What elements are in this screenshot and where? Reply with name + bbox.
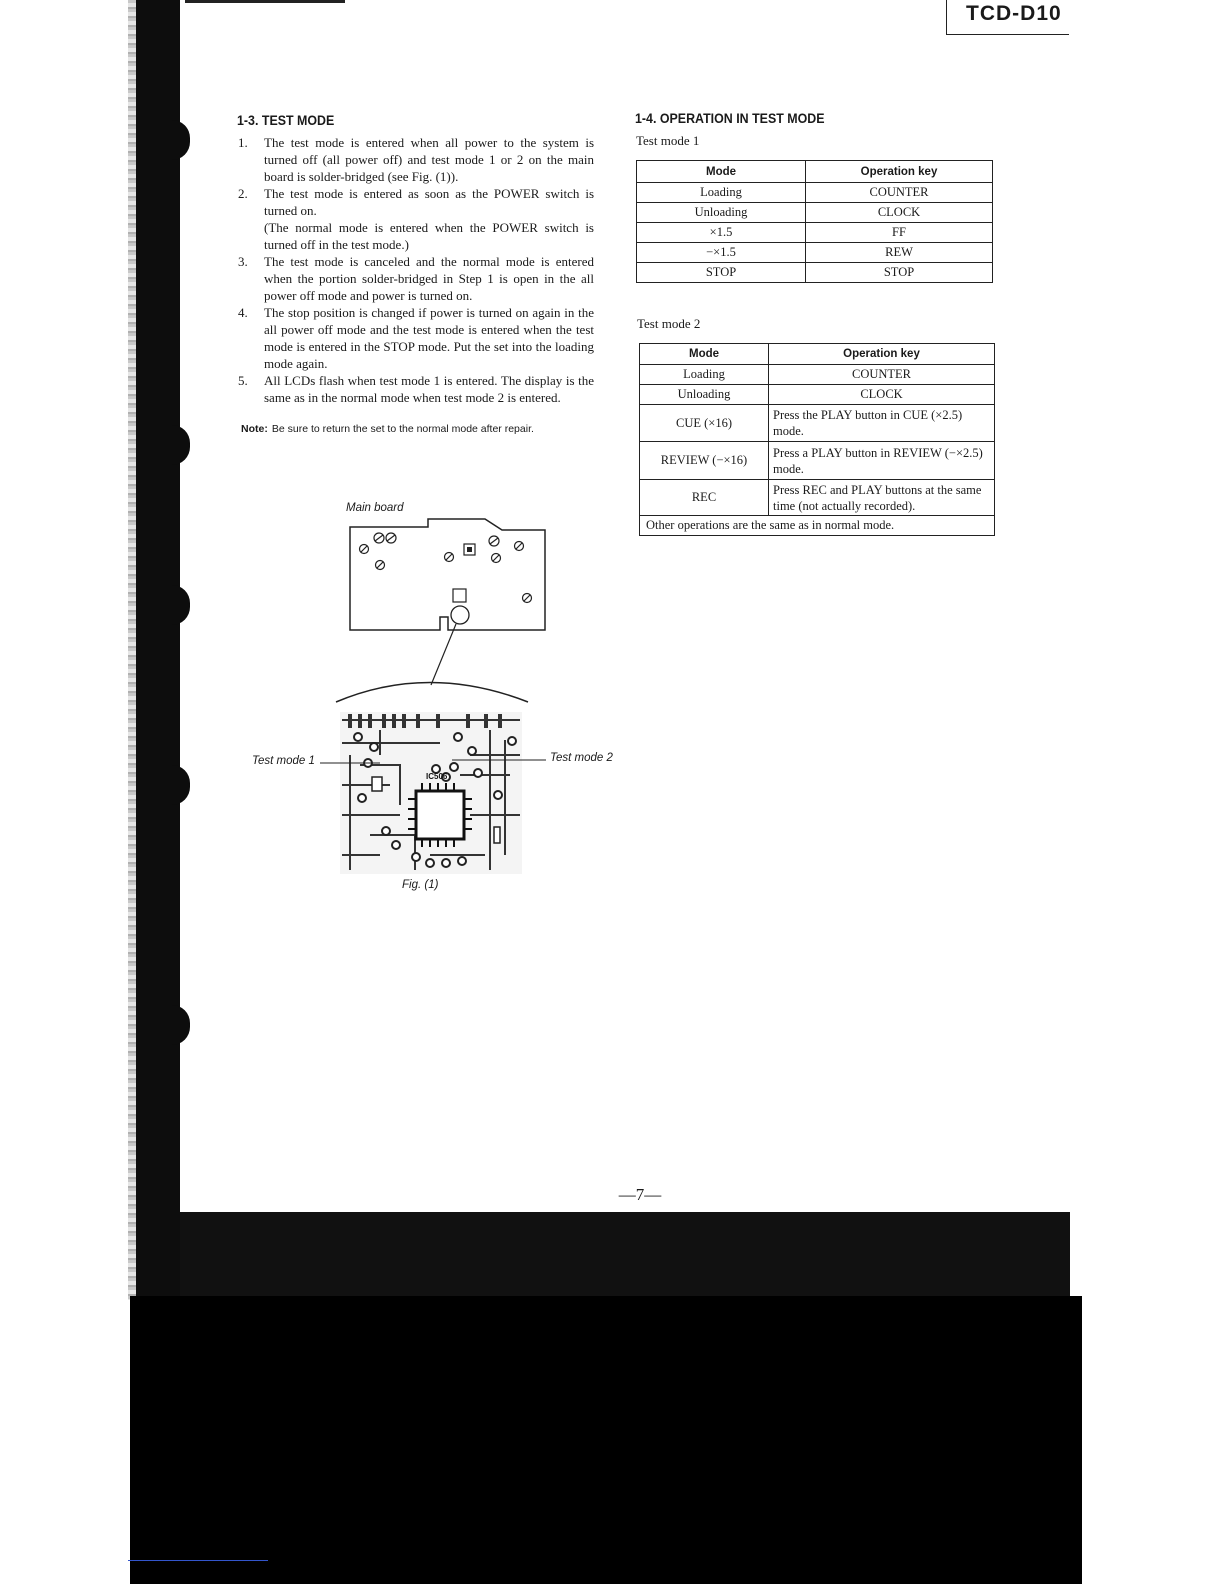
table-row: Unloading CLOCK <box>637 203 993 223</box>
repair-note <box>241 423 601 435</box>
step-item: 4. The stop position is changed if power is turned on again in the all power off mode and the test mode is entered when the test mode is entered in the STOP mode. Put the set into the loading mode again. <box>238 305 594 371</box>
step-item: 2. The test mode is entered as soon as the POWER switch is turned on. <box>238 186 594 218</box>
section-heading-operation: 1-4. OPERATION IN TEST MODE <box>635 111 825 126</box>
table-header: Mode <box>637 161 806 183</box>
ic506-chip <box>416 791 464 839</box>
zoom-circle <box>451 606 469 624</box>
test-mode-steps <box>238 134 594 406</box>
table-row: REVIEW (−×16) Press a PLAY button in REVIEW (−×2.5) mode. <box>640 442 995 480</box>
page-number: —7— <box>618 1185 662 1204</box>
section-heading-test-mode: 1-3. TEST MODE <box>237 113 335 128</box>
table-row: Loading COUNTER <box>640 365 995 385</box>
main-board-diagram <box>240 515 630 880</box>
test-mode-1-title: Test mode 1 <box>636 133 700 148</box>
binding-tab <box>172 765 190 805</box>
test-mode-2-label: Test mode 2 <box>550 752 613 764</box>
test-mode-2-table <box>639 343 995 536</box>
ic-label: IC506 <box>426 772 448 781</box>
table-header: Mode <box>640 344 769 365</box>
binding-tab <box>172 425 190 465</box>
scan-binding-shadow <box>136 0 180 1300</box>
table-footer-row: Other operations are the same as in normal mode. <box>640 516 995 536</box>
top-rule <box>185 0 345 3</box>
test-mode-1-label: Test mode 1 <box>252 755 315 767</box>
scan-bottom-shadow <box>180 1212 1070 1296</box>
board-outline <box>350 519 545 630</box>
step-item: 3. The test mode is canceled and the normal mode is entered when the portion solder-bridged in Step 1 is open in the all power off mode and power is turned on. <box>238 254 594 303</box>
scan-line <box>128 1560 268 1561</box>
binding-tab <box>172 120 190 160</box>
test-mode-1-table <box>636 160 993 283</box>
step-item: 1. The test mode is entered when all power to the system is turned off (all power off) and test mode 1 or 2 on the main board is solder-bridged (see Fig. (1)). <box>238 135 594 184</box>
table-row: Loading COUNTER <box>637 183 993 203</box>
note-text: Be sure to return the set to the normal mode after repair. <box>271 423 534 435</box>
binding-tab <box>172 1005 190 1045</box>
test-mode-2-title: Test mode 2 <box>637 316 701 331</box>
pcb-closeup <box>340 712 522 874</box>
screw-icons <box>360 533 532 603</box>
scan-black-area <box>130 1296 1082 1584</box>
table-row: CUE (×16) Press the PLAY button in CUE (×2.5) mode. <box>640 405 995 442</box>
figure-caption: Fig. (1) <box>402 879 439 891</box>
table-row: −×1.5 REW <box>637 243 993 263</box>
note-label: Note: <box>241 423 268 435</box>
step-item: 5. All LCDs flash when test mode 1 is entered. The display is the same as in the normal mode when test mode 2 is entered. <box>238 373 594 405</box>
table-row: REC Press REC and PLAY buttons at the same time (not actually recorded). <box>640 480 995 516</box>
table-header: Operation key <box>806 161 993 183</box>
binding-tab <box>172 585 190 625</box>
table-header: Operation key <box>769 344 995 365</box>
model-name: TCD-D10 <box>966 2 1062 25</box>
step-item: (The normal mode is entered when the POWER switch is turned off in the test mode.) <box>264 220 594 252</box>
table-row: ×1.5 FF <box>637 223 993 243</box>
table-row: Unloading CLOCK <box>640 385 995 405</box>
table-row: STOP STOP <box>637 263 993 283</box>
main-board-label: Main board <box>346 502 404 514</box>
